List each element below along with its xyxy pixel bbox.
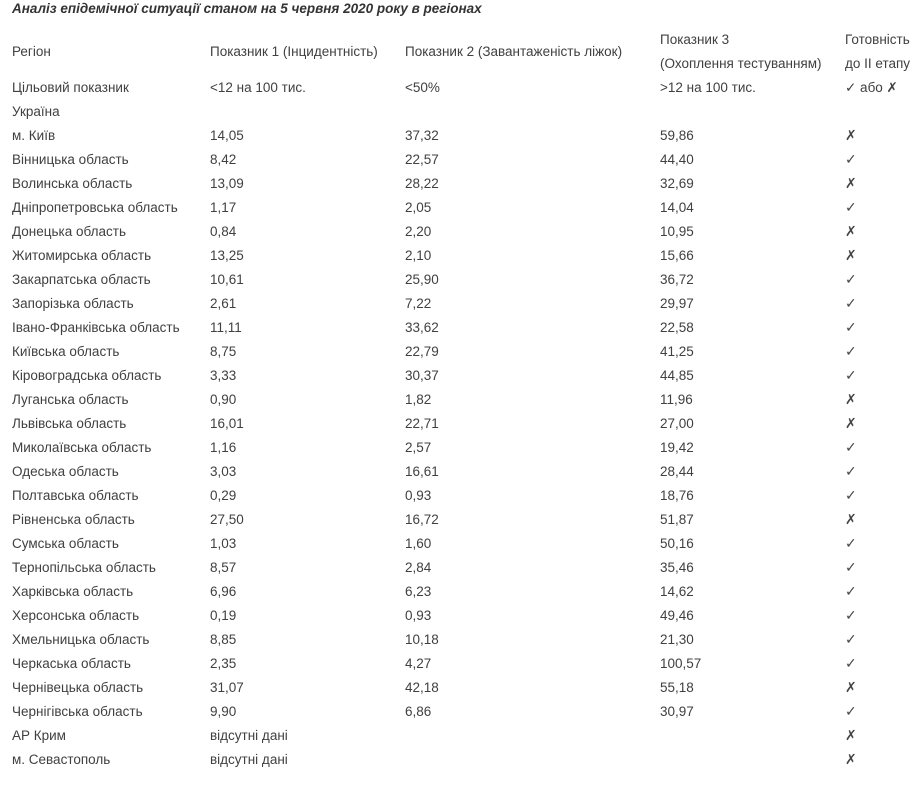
- readiness-mark: ✓: [845, 560, 857, 576]
- indicator-2-value: 10,18: [405, 632, 439, 647]
- region-name: Луганська область: [12, 392, 129, 407]
- indicator-1-value: 2,35: [210, 656, 237, 671]
- indicator-1-value: 1,17: [210, 200, 237, 215]
- indicator-2-value: 25,90: [405, 272, 439, 287]
- indicator-2-value: 0,93: [405, 608, 432, 623]
- region-name: Київська область: [12, 344, 120, 359]
- indicator-3-value: 14,04: [660, 200, 694, 215]
- indicator-3-value: 51,87: [660, 512, 694, 527]
- region-name: Харківська область: [12, 584, 134, 599]
- indicator-1-value: 6,96: [210, 584, 237, 599]
- readiness-mark: ✗: [845, 728, 857, 744]
- region-name: Івано-Франківська область: [12, 320, 180, 335]
- indicator-2-value: 22,79: [405, 344, 439, 359]
- readiness-mark: ✓: [845, 368, 857, 384]
- region-name: Львівська область: [12, 416, 127, 431]
- indicator-2-value: 22,71: [405, 416, 439, 431]
- indicator-3-value: 11,96: [660, 392, 693, 407]
- readiness-mark: ✗: [845, 248, 857, 264]
- readiness-mark: ✗: [845, 416, 857, 432]
- region-name: м. Київ: [12, 128, 56, 143]
- readiness-mark: ✗: [845, 224, 857, 240]
- readiness-mark: ✓: [845, 344, 857, 360]
- header-indicator-1: Показник 1 (Інцидентність): [210, 44, 378, 59]
- indicator-1-value: 8,57: [210, 560, 237, 575]
- region-name: Чернігівська область: [12, 704, 143, 719]
- indicator-3-value: 55,18: [660, 680, 694, 695]
- indicator-2-value: 2,84: [405, 560, 432, 575]
- indicator-1-value: 0,84: [210, 224, 237, 239]
- indicator-1-value: 31,07: [210, 680, 244, 695]
- indicator-3-value: 28,44: [660, 464, 694, 479]
- region-name: Миколаївська область: [12, 440, 152, 455]
- region-name: Херсонська область: [12, 608, 140, 623]
- readiness-mark: ✓: [845, 296, 857, 312]
- indicator-3-value: 32,69: [660, 176, 694, 191]
- readiness-mark: ✓: [845, 608, 857, 624]
- indicator-1-value: відсутні дані: [210, 728, 288, 743]
- header-indicator-3-line2: (Охоплення тестуванням): [660, 56, 822, 71]
- readiness-mark: ✓: [845, 656, 857, 672]
- readiness-mark: ✓: [845, 488, 857, 504]
- indicator-3-value: 15,66: [660, 248, 694, 263]
- indicator-2-value: 37,32: [405, 128, 439, 143]
- readiness-mark: ✓: [845, 584, 857, 600]
- region-name: Закарпатська область: [12, 272, 151, 287]
- indicator-3-value: 49,46: [660, 608, 694, 623]
- region-name: Рівненська область: [12, 512, 135, 527]
- indicator-2-value: 6,23: [405, 584, 432, 599]
- indicator-3-value: 18,76: [660, 488, 694, 503]
- header-indicator-3-line1: Показник 3: [660, 32, 730, 47]
- indicator-1-value: 8,85: [210, 632, 237, 647]
- indicator-1-value: 3,03: [210, 464, 237, 479]
- indicator-3-value: 44,85: [660, 368, 694, 383]
- indicator-1-value: 10,61: [210, 272, 244, 287]
- region-name: Житомирська область: [12, 248, 152, 263]
- indicator-1-value: 11,11: [210, 320, 242, 335]
- readiness-mark: ✓: [845, 320, 857, 336]
- indicator-3-value: 44,40: [660, 152, 694, 167]
- indicator-3-value: 36,72: [660, 272, 694, 287]
- header-readiness-line1: Готовність: [845, 32, 910, 47]
- region-name: Кіровоградська область: [12, 368, 162, 383]
- readiness-mark: ✓: [845, 152, 857, 168]
- indicator-2-value: 16,61: [405, 464, 439, 479]
- indicator-3-value: 50,16: [660, 536, 694, 551]
- indicator-3-value: 29,97: [660, 296, 694, 311]
- indicator-3-value: 59,86: [660, 128, 694, 143]
- indicator-1-value: 3,33: [210, 368, 237, 383]
- country-label: Україна: [12, 104, 60, 119]
- indicator-1-value: 8,75: [210, 344, 237, 359]
- indicator-1-value: 27,50: [210, 512, 244, 527]
- indicator-2-value: 4,27: [405, 656, 432, 671]
- region-name: Сумська область: [12, 536, 119, 551]
- indicator-3-value: 41,25: [660, 344, 694, 359]
- indicator-1-value: 16,01: [210, 416, 244, 431]
- indicator-2-value: 22,57: [405, 152, 439, 167]
- indicator-2-value: 0,93: [405, 488, 432, 503]
- readiness-mark: ✓: [845, 440, 857, 456]
- indicator-1-value: відсутні дані: [210, 752, 288, 767]
- readiness-mark: ✗: [845, 128, 857, 144]
- readiness-mark: ✓: [845, 704, 857, 720]
- region-name: Дніпропетровська область: [12, 200, 178, 215]
- target-indicator-3: >12 на 100 тис.: [660, 80, 756, 95]
- indicator-1-value: 0,29: [210, 488, 237, 503]
- indicator-2-value: 6,86: [405, 704, 432, 719]
- region-name: Донецька область: [12, 224, 126, 239]
- indicator-2-value: 1,60: [405, 536, 432, 551]
- region-name: Полтавська область: [12, 488, 139, 503]
- header-region: Регіон: [12, 44, 51, 59]
- indicator-3-value: 30,97: [660, 704, 694, 719]
- region-name: Запорізька область: [12, 296, 134, 311]
- readiness-mark: ✓: [845, 632, 857, 648]
- indicator-2-value: 33,62: [405, 320, 439, 335]
- region-name: Одеська область: [12, 464, 119, 479]
- indicator-1-value: 1,03: [210, 536, 237, 551]
- header-readiness-line2: до II етапу: [845, 56, 911, 71]
- readiness-mark: ✓: [845, 464, 857, 480]
- indicator-1-value: 13,09: [210, 176, 244, 191]
- indicator-1-value: 1,16: [210, 440, 237, 455]
- readiness-mark: ✓: [845, 200, 857, 216]
- indicator-1-value: 0,19: [210, 608, 237, 623]
- indicator-3-value: 100,57: [660, 656, 702, 671]
- indicator-1-value: 0,90: [210, 392, 237, 407]
- region-name: Черкаська область: [12, 656, 131, 671]
- region-name: Тернопільська область: [12, 560, 156, 575]
- indicator-2-value: 2,20: [405, 224, 432, 239]
- indicator-2-value: 2,57: [405, 440, 432, 455]
- region-name: АР Крим: [12, 728, 66, 743]
- readiness-mark: ✗: [845, 392, 857, 408]
- readiness-mark: ✗: [845, 752, 857, 768]
- target-readiness: ✓ або ✗: [845, 80, 898, 95]
- indicator-3-value: 14,62: [660, 584, 694, 599]
- header-indicator-2: Показник 2 (Завантаженість ліжок): [405, 44, 623, 59]
- indicator-3-value: 27,00: [660, 416, 694, 431]
- indicator-3-value: 19,42: [660, 440, 694, 455]
- indicator-3-value: 21,30: [660, 632, 694, 647]
- indicator-2-value: 30,37: [405, 368, 439, 383]
- indicator-2-value: 42,18: [405, 680, 439, 695]
- indicator-2-value: 7,22: [405, 296, 432, 311]
- indicator-2-value: 16,72: [405, 512, 439, 527]
- region-name: Хмельницька область: [12, 632, 150, 647]
- readiness-mark: ✗: [845, 680, 857, 696]
- readiness-mark: ✗: [845, 176, 857, 192]
- indicator-3-value: 35,46: [660, 560, 694, 575]
- readiness-mark: ✗: [845, 512, 857, 528]
- region-name: Чернівецька область: [12, 680, 144, 695]
- indicator-1-value: 8,42: [210, 152, 237, 167]
- target-indicator-1: <12 на 100 тис.: [210, 80, 306, 95]
- indicator-2-value: 2,05: [405, 200, 432, 215]
- page-title: Аналіз епідемічної ситуації станом на 5 червня 2020 року в регіонах: [12, 1, 482, 16]
- indicator-3-value: 10,95: [660, 224, 694, 239]
- indicator-2-value: 28,22: [405, 176, 439, 191]
- region-name: Вінницька область: [12, 152, 129, 167]
- indicator-1-value: 13,25: [210, 248, 244, 263]
- indicator-2-value: 2,10: [405, 248, 432, 263]
- readiness-mark: ✓: [845, 272, 857, 288]
- region-name: Волинська область: [12, 176, 133, 191]
- indicator-2-value: 1,82: [405, 392, 432, 407]
- target-indicator-2: <50%: [405, 80, 440, 95]
- indicator-3-value: 22,58: [660, 320, 694, 335]
- target-label: Цільовий показник: [12, 80, 129, 95]
- readiness-mark: ✓: [845, 536, 857, 552]
- indicator-1-value: 9,90: [210, 704, 237, 719]
- region-name: м. Севастополь: [12, 752, 111, 767]
- indicator-1-value: 14,05: [210, 128, 244, 143]
- indicator-1-value: 2,61: [210, 296, 237, 311]
